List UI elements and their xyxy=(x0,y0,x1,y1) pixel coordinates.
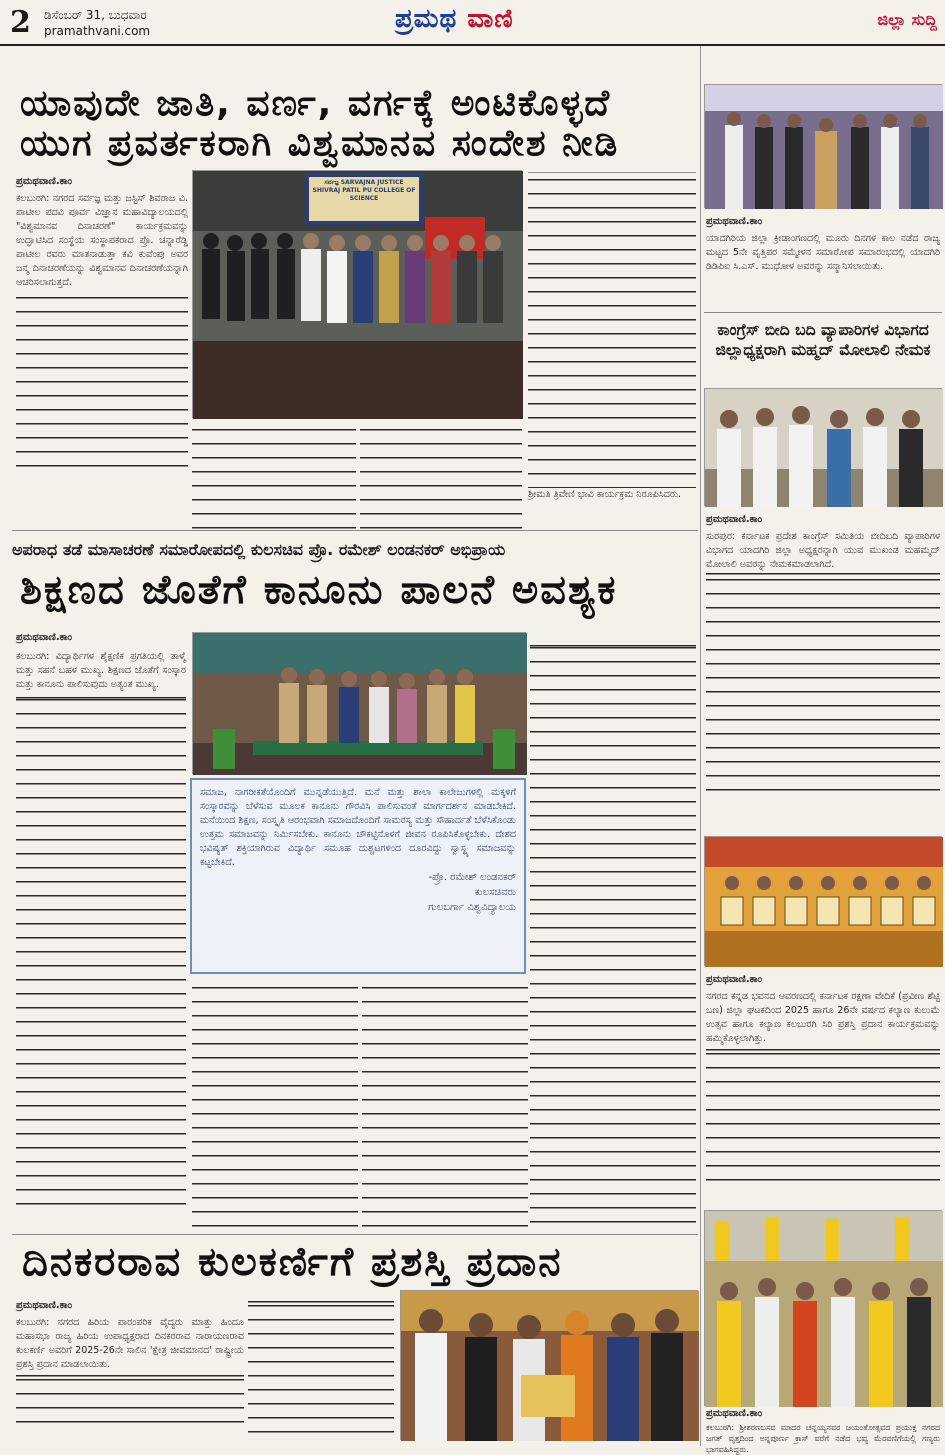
text-lines-filler xyxy=(16,692,186,1212)
story2-byline: ಪ್ರಮಥವಾಣಿ.ಕಾಂ xyxy=(16,632,73,643)
story1-headline-line2: ಯುಗ ಪ್ರವರ್ತಕರಾಗಿ ವಿಶ್ವಮಾನವ ಸಂದೇಶ ನೀಡಿ xyxy=(20,123,620,164)
sidebar-photo-1 xyxy=(704,84,942,208)
brand-name-part2: ವಾಣಿ xyxy=(467,4,514,34)
quote-author: -ಪ್ರೊ. ರಮೇಶ್ ಲಂಡನಕರ್ xyxy=(428,872,516,883)
text-lines-filler xyxy=(530,640,696,1230)
text-lines-filler xyxy=(528,172,696,488)
section-label: ಜಿಲ್ಲಾ ಸುದ್ದಿ xyxy=(877,10,937,29)
sidebar-byline-1: ಪ್ರಮಥವಾಣಿ.ಕಾಂ xyxy=(706,216,763,227)
story1-photo xyxy=(192,170,522,418)
sidebar-text-3-lead: ನಗರದ ಕನ್ನಡ ಭವನದ ಆವರಣದಲ್ಲಿ ಕರ್ನಾಟಕ ರಕ್ಷಣಾ ವೇದಿಕೆ (ಪ್ರವೀಣ ಶೆಟ್ಟಿ ಬಣ) ಜಿಲ್ಲಾ ಘಟಕದಿಂದ 2025 ಹಾಗೂ 26ನೇ ವರ್ಷದ ಕಲ್ಯಾಣ ಕುಲುಮೆ ಉತ್ಸವ ಹಾಗೂ ಕಲ್ಯಾಣ ಕಲಬುರಗಿ ಸಿರಿ ಪ್ರಶಸ್ತಿ ಪ್ರದಾನ ಕಾರ್ಯಕ್ರಮವನ್ನು ಹಮ್ಮಿಕೊಳ್ಳಲಾಗಿತ್ತು. xyxy=(706,991,940,1044)
story1-column-3 xyxy=(360,422,522,530)
sidebar-text-1: ಯಾದಗಿರಿಯ ಜಿಲ್ಲಾ ಕ್ರೀಡಾಂಗಣದಲ್ಲಿ ಮೂರು ದಿನಗಳ ಕಾಲ ನಡೆದ ರಾಜ್ಯ ಮಟ್ಟದ 5ನೇ ವೃತ್ತಿಪರ ಸಮ್ಮೇಳನ ಸಮಾರೋಪ ಸಮಾರಂಭದಲ್ಲಿ ಯಾದಗಿರಿ ಡಿಡಿಪಿಐ ಸಿ.ಎಸ್. ಮುಧೋಳ ಅವರನ್ನು ಸನ್ಮಾನಿಸಲಾಯಿತು. xyxy=(706,233,940,272)
story1-column-1 xyxy=(16,192,188,530)
text-lines-filler xyxy=(248,1298,394,1442)
text-lines-filler xyxy=(706,572,940,802)
felicitation-photo-image xyxy=(705,85,943,209)
photo-banner-text: ಸರ್ವಜ್ಞ SARVAJNA JUSTICE SHIVRAJ PATIL PU COLLEGE OF SCIENCE xyxy=(312,179,416,202)
sidebar-byline-3: ಪ್ರಮಥವಾಣಿ.ಕಾಂ xyxy=(706,974,763,985)
story3-lead: ಕಲಬುರಗಿ: ನಗರದ ಹಿರಿಯ ಪಾರಂಪರಿಕ ವೈದ್ಯರು ಮಾತ್ತು ಹಿಂದೂ ಮಹಾಸಭಾ ರಾಜ್ಯ ಹಿರಿಯ ಉಪಾಧ್ಯಕ್ಷರಾದ ದಿನಕರರಾವ ನಾರಾಯಣರಾವ ಕುಲಕರ್ಣಿ ಅವರಿಗೆ 2025-26ನೇ ಸಾಲಿನ 'ಕ್ಷೇತ್ರ ಜೀವಮಾನದ' ರಾಷ್ಟ್ರೀಯ ಪ್ರಶಸ್ತಿ ಪ್ರದಾನ ಮಾಡಲಾಯಿತು. xyxy=(16,1317,244,1370)
text-lines-filler xyxy=(16,290,188,470)
group-photo-image xyxy=(193,171,523,419)
page-number: 2 xyxy=(10,5,31,40)
award-ceremony-photo-image xyxy=(705,837,943,967)
procession-photo-image xyxy=(705,1211,943,1407)
story2-lead: ಕಲಬುರಗಿ: ವಿದ್ಯಾರ್ಥಿಗಳ ಶೈಕ್ಷಣಿಕ ಪ್ರಗತಿಯಲ್ಲಿ ತಾಳ್ಮೆ ಮತ್ತು ಸಹನೆ ಬಹಳ ಮುಖ್ಯ. ಶಿಕ್ಷಣದ ಜೊತೆಗೆ ಸಂಸ್ಕಾರ ಮತ್ತು ಕಾನೂನು ಪಾಲಿಸುವುದು ಅತ್ಯಂತ ಮುಖ್ಯ. xyxy=(16,651,186,690)
story3-headline: ದಿನಕರರಾವ ಕುಲಕರ್ಣಿಗೆ ಪ್ರಶಸ್ತಿ ಪ್ರದಾನ xyxy=(22,1239,563,1285)
sidebar-text-3 xyxy=(706,990,940,1204)
issue-date: ಡಿಸೆಂಬರ್ 31, ಬುಧವಾರ xyxy=(44,8,147,22)
sidebar-byline-4: ಪ್ರಮಥವಾಣಿ.ಕಾಂ xyxy=(706,1408,763,1419)
story1-headline-line1: ಯಾವುದೇ ಜಾತಿ, ವರ್ಣ, ವರ್ಗಕ್ಕೆ ಅಂಟಿಕೊಳ್ಳದೆ xyxy=(20,83,612,124)
brand-name-part1: ಪ್ರಮಥ xyxy=(395,4,458,34)
story2-column-1 xyxy=(16,650,186,1230)
website-link[interactable]: pramathvani.com xyxy=(44,24,151,38)
story2-photo xyxy=(192,632,526,774)
story2-kicker: ಅಪರಾಧ ತಡೆ ಮಾಸಾಚರಣೆ ಸಮಾರೋಪದಲ್ಲಿ ಕುಲಸಚಿವ ಪ್ರೊ. ರಮೇಶ್ ಲಂಡನಕರ್ ಅಭಿಪ್ರಾಯ xyxy=(12,540,506,559)
quote-author-org: ಗುಲಬರ್ಗಾ ವಿಶ್ವವಿದ್ಯಾಲಯ xyxy=(428,902,516,913)
sidebar-text-2 xyxy=(706,530,940,830)
column-divider xyxy=(700,46,701,1446)
text-lines-filler xyxy=(362,980,528,1230)
appointment-photo-image xyxy=(705,389,943,507)
pull-quote-box xyxy=(190,778,526,974)
sidebar-photo-2 xyxy=(704,388,942,506)
text-lines-filler xyxy=(192,980,358,1230)
section-divider xyxy=(12,1234,698,1235)
pull-quote-text: ಸಮಾಜ, ನಾಗರೀಕತೆಯೊಂದಿಗೆ ಮುನ್ನಡೆಯುತ್ತಿದೆ. ಮನೆ ಮತ್ತು ಶಾಲಾ ಕಾಲೇಜುಗಳಲ್ಲಿ ಮಕ್ಕಳಿಗೆ ಸಂಸ್ಕಾರವನ್ನು ಬೆಳೆಸುವ ಮೂಲಕ ಕಾನೂನು ಗೌರವಿಸಿ ಪಾಲಿಸುವಂತೆ ಮಾರ್ಗದರ್ಶನ ಮಾಡಬೇಕಿದೆ. ಮನೆಯಿಂದ ಶಿಕ್ಷಣ, ಸಂಸ್ಕೃತಿ ಆರಂಭವಾಗಿ ಸಮಾಜದೊಂದಿಗೆ ಸಾಮರಸ್ಯ ಮತ್ತು ಸೌಹಾರ್ದತೆ ಬೆಳೆಸಿಕೊಂಡು ಉತ್ತಮ ಸಮಾಜವನ್ನು ನಿರ್ಮಿಸಬೇಕು. ಕಾನೂನು ಚೌಕಟ್ಟಿನೊಳಗೆ ಜೀವನ ರೂಪಿಸಿಕೊಳ್ಳಬೇಕು. ದೇಶದ ಭವಿಷ್ಯತ್ ಶಕ್ತಿಯಾಗಿರುವ ವಿದ್ಯಾರ್ಥಿ ಸಮೂಹ ದುಶ್ಚಟಗಳಿಂದ ದೂರವಿದ್ದು ಸ್ವಾಸ್ಥ್ಯ ಸಮಾಜವನ್ನು ಕಟ್ಟಬೇಕಿದೆ. xyxy=(200,787,516,868)
text-lines-filler xyxy=(360,422,522,530)
quote-author-title: ಕುಲಸಚಿವರು xyxy=(474,887,516,898)
sidebar-headline-2: ಕಾಂಗ್ರೆಸ್ ಬೀದಿ ಬದಿ ವ್ಯಾಪಾರಿಗಳ ವಿಭಾಗದ ಜಿಲ್ಲಾಧ್ಯಕ್ಷರಾಗಿ ಮಹ್ಮದ್ ಮೋಲಾಲಿ ನೇಮಕ xyxy=(715,321,931,359)
sidebar-photo-3 xyxy=(704,836,942,966)
ceremony-photo-image xyxy=(193,633,527,775)
story1-lead: ಕಲಬುರಗಿ: ನಗರದ ಸರ್ವಜ್ಞ ಮತ್ತು ಜಸ್ಟಿಸ್ ಶಿವರಾಜ ವಿ. ಪಾಟೀಲ ಪದವಿ ಪೂರ್ವ ವಿಜ್ಞಾನ ಮಹಾವಿದ್ಯಾಲಯದಲ್ಲಿ "ವಿಶ್ವಮಾನವ ದಿನಾಚರಣೆ" ಕಾರ್ಯಕ್ರಮವನ್ನು ಉದ್ಘಾಟಿಸಿದ ಸಂಸ್ಥೆಯ ಸಂಸ್ಥಾಪಕರಾದ ಪ್ರೊ. ಚನ್ನಾರೆಡ್ಡಿ ಪಾಟೀಲ ರವರು ಮಾತನಾಡುತ್ತಾ ಕವಿ ಕುವೆಂಪು ಅವರ ಜನ್ಮ ದಿನಾಚರಣೆಯನ್ನು ವಿಶ್ವಮಾನವ ದಿನಾಚರಣೆಯನ್ನಾಗಿ ಆಚರಿಸಲಾಗುತ್ತದೆ. xyxy=(16,193,188,288)
masthead-rule xyxy=(0,44,945,46)
story3-photo xyxy=(400,1290,698,1440)
story1-column-4 xyxy=(528,172,696,530)
story1-column-2 xyxy=(192,422,356,530)
award-photo-image xyxy=(401,1291,699,1441)
story2-column-2 xyxy=(192,980,358,1230)
story2-headline: ಶಿಕ್ಷಣದ ಜೊತೆಗೆ ಕಾನೂನು ಪಾಲನೆ ಅವಶ್ಯಕ xyxy=(20,567,618,613)
story3-byline: ಪ್ರಮಥವಾಣಿ.ಕಾಂ xyxy=(16,1300,73,1311)
text-lines-filler xyxy=(16,1372,244,1432)
story1-closing: ಶ್ರೀಮತಿ ತ್ರಿವೇಣಿ ಭಾವಿ ಕಾರ್ಯಕ್ರಮ ನಿರೂಪಿಸಿದರು. xyxy=(528,489,681,500)
newspaper-logo xyxy=(395,4,514,35)
sidebar-byline-2: ಪ್ರಮಥವಾಣಿ.ಕಾಂ xyxy=(706,514,763,525)
text-lines-filler xyxy=(192,422,356,530)
story2-column-4 xyxy=(530,640,696,1230)
sidebar-photo-4 xyxy=(704,1210,942,1406)
sidebar-text-2-lead: ಸುರಪುರ: ಕರ್ನಾಟಕ ಪ್ರದೇಶ ಕಾಂಗ್ರೆಸ್ ಸಮಿತಿಯ ಬೀದಿಬದಿ ವ್ಯಾಪಾರಿಗಳ ವಿಭಾಗದ ಯಾದಗಿರಿ ಜಿಲ್ಲಾ ಅಧ್ಯಕ್ಷರನ್ನಾಗಿ ಯುವ ಮುಖಂಡ ಮಹಮ್ಮದ್ ಮೋಲಾಲಿ ಅವರನ್ನು ನೇಮಕಮಾಡಲಾಗಿದೆ. xyxy=(706,531,940,570)
story3-column-2 xyxy=(248,1298,394,1442)
sidebar-text-4: ಕಲಬುರಗಿ: ಶ್ರೀಶರಣಬಸವ ಮಾದರ ಚನ್ನಯ್ಯನವರ ಜಯಂತೋತ್ಸವದ ಪ್ರಯುಕ್ತ ನಗರದ ಜಗತ್ ವೃತ್ತದಿಂದ ಅನ್ನಪೂರ್ಣ ಕ್ರಾಸ್ ವರೆಗೆ ನಡೆದ ಭವ್ಯ ಮೆರವಣಿಗೆಯಲ್ಲಿ ಗಣ್ಯರು ಭಾಗವಹಿಸಿದ್ದರು. xyxy=(706,1423,940,1454)
story2-column-3 xyxy=(362,980,528,1230)
text-lines-filler xyxy=(706,1046,940,1190)
story1-byline: ಪ್ರಮಥವಾಣಿ.ಕಾಂ xyxy=(16,176,73,187)
section-divider xyxy=(12,530,698,531)
sidebar-divider xyxy=(704,312,942,313)
story3-column-1 xyxy=(16,1316,244,1442)
